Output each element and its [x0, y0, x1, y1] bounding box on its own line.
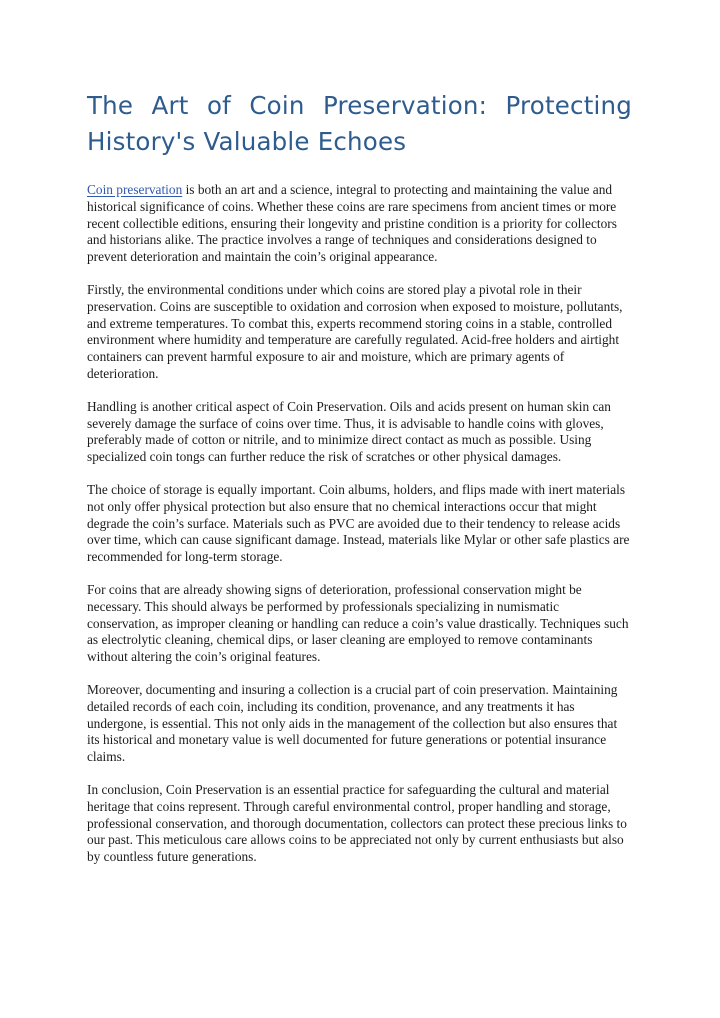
title-line-2: History's Valuable Echoes: [87, 127, 407, 156]
document-page: [87, 88, 632, 882]
paragraph-storage: The choice of storage is equally important. Coin albums, holders, and flips made with inert materials not only offer physical protection but also ensure that no chemical interactions occur that might degrade the coin’s surface. Materials such as PVC are avoided due to their tendency to release acids over time, which can cause significant damage. Instead, materials like Mylar or other safe plastics are recommended for long-term storage.: [87, 481, 630, 565]
title-line-1: The Art of Coin Preservation: Protecting: [87, 91, 632, 120]
paragraph-documentation: Moreover, documenting and insuring a collection is a crucial part of coin preservation. Maintaining detailed records of each coin, including its condition, provenance, and any treatments it has undergone, is essential. This not only aids in the management of the collection but also ensures that its historical and monetary value is well documented for future generations or potential insurance claims.: [87, 681, 618, 765]
paragraph-environment: Firstly, the environmental conditions under which coins are stored play a pivotal role in their preservation. Coins are susceptible to oxidation and corrosion when exposed to moisture, pollutants, and extreme temperatures. To combat this, experts recommend storing coins in a stable, controlled environment where humidity and temperature are carefully regulated. Acid-free holders and airtight containers can prevent harmful exposure to air and moisture, which are primary agents of deterioration.: [87, 281, 623, 381]
coin-preservation-link[interactable]: Coin preservation: [87, 182, 183, 197]
paragraph-handling: Handling is another critical aspect of Coin Preservation. Oils and acids present on human skin can severely damage the surface of coins over time. Thus, it is advisable to handle coins with gloves, preferably made of cotton or nitrile, and to minimize direct contact as much as possible. Using specialized coin tongs can further reduce the risk of scratches or other physical damages.: [87, 398, 611, 465]
article-body: [87, 182, 632, 866]
paragraph-intro-text: is both an art and a science, integral to protecting and maintaining the value and historical significance of coins. Whether these coins are rare specimens from ancient times or more recent collectible editions, ensuring their longevity and pristine condition is a priority for collectors and historians alike. The practice involves a range of techniques and considerations designed to prevent deterioration and maintain the coin’s original appearance.: [87, 182, 617, 265]
paragraph-conservation: For coins that are already showing signs of deterioration, professional conservation might be necessary. This should always be performed by professionals specializing in numismatic conservation, as improper cleaning or handling can reduce a coin’s value drastically. Techniques such as electrolytic cleaning, chemical dips, or laser cleaning are employed to remove contaminants without altering the coin’s original features.: [87, 581, 629, 665]
paragraph-conclusion: In conclusion, Coin Preservation is an essential practice for safeguarding the cultural and material heritage that coins represent. Through careful environmental control, proper handling and storage, professional conservation, and thorough documentation, collectors can protect these precious links to our past. This meticulous care allows coins to be appreciated not only by current enthusiasts but also by countless future generations.: [87, 781, 627, 865]
paragraph-intro: [87, 182, 632, 266]
page-title: [87, 88, 632, 160]
